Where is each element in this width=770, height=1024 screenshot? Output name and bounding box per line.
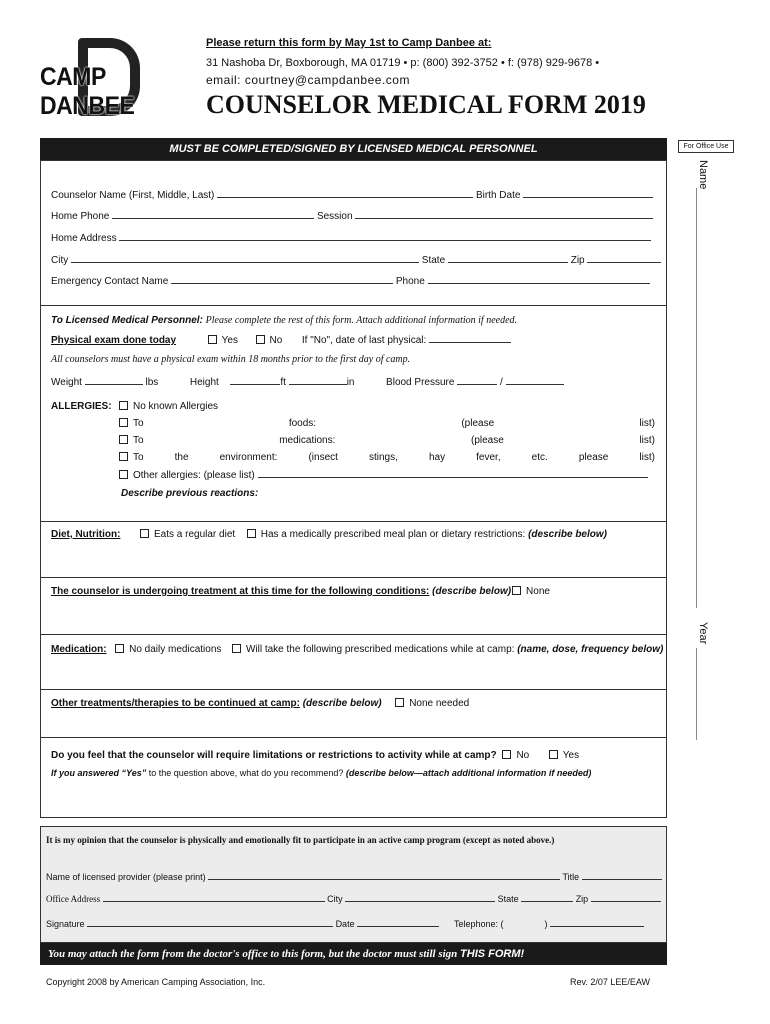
allergy-env-checkbox[interactable] <box>119 452 128 461</box>
allergies-label: ALLERGIES: <box>51 401 112 412</box>
divider <box>40 689 667 690</box>
emergency-phone-field[interactable] <box>428 275 650 284</box>
diet-plan-checkbox[interactable] <box>247 529 256 538</box>
home-phone-row: Home Phone Session <box>51 210 653 222</box>
treatment-none-checkbox[interactable] <box>512 586 521 595</box>
divider <box>40 737 667 738</box>
city-row: City State Zip <box>51 254 661 266</box>
telephone-number-field[interactable] <box>550 918 644 927</box>
session-field[interactable] <box>355 210 653 219</box>
office-year-line[interactable] <box>696 648 697 740</box>
diet-row: Diet, Nutrition: Eats a regular diet Has a medically prescribed meal plan or dietary restrictions: (describe below) <box>51 529 607 540</box>
logo-text: CAMP DANBEE <box>40 63 135 120</box>
bp-systolic-field[interactable] <box>457 376 497 385</box>
office-name-label: Name <box>697 160 709 190</box>
allergy-meds-checkbox[interactable] <box>119 435 128 444</box>
divider <box>40 634 667 635</box>
medication-row: Medication: No daily medications Will take the following prescribed medications while at camp: (name, dose, frequency below) <box>51 644 664 655</box>
provider-name-row: Name of licensed provider (please print) Title <box>46 871 662 882</box>
medication-will-take-checkbox[interactable] <box>232 644 241 653</box>
birth-date-field[interactable] <box>523 189 653 198</box>
limitations-yes-checkbox[interactable] <box>549 750 558 759</box>
describe-reactions-label: Describe previous reactions: <box>121 488 259 499</box>
divider <box>40 305 667 306</box>
form-title: COUNSELOR MEDICAL FORM 2019 <box>206 90 646 119</box>
camp-address: 31 Nashoba Dr, Boxborough, MA 01719 • p: (800) 392-3752 • f: (978) 929-9678 • <box>206 57 600 69</box>
home-phone-field[interactable] <box>112 210 314 219</box>
allergy-env-row: To the environment: (insect stings, hay fever, etc. please list) <box>119 452 655 463</box>
attach-note-bar: You may attach the form from the doctor's office to this form, but the doctor must still sign THIS FORM! <box>40 943 667 965</box>
physical-requirement-note: All counselors must have a physical exam within 18 months prior to the first day of camp. <box>51 354 411 365</box>
state-field[interactable] <box>448 254 568 263</box>
signature-field[interactable] <box>87 918 333 927</box>
emergency-contact-row: Emergency Contact Name Phone <box>51 275 650 287</box>
medical-intro: To Licensed Medical Personnel: Please complete the rest of this form. Attach additional information if needed. <box>51 315 518 326</box>
allergy-other-row: Other allergies: (please list) <box>119 469 648 481</box>
emergency-contact-field[interactable] <box>171 275 393 284</box>
home-address-row: Home Address <box>51 232 651 244</box>
office-use-label: For Office Use <box>678 140 734 153</box>
fitness-opinion: It is my opinion that the counselor is physically and emotionally fit to participate in an active camp program (except as noted above.) <box>46 835 555 845</box>
divider <box>40 521 667 522</box>
physical-yes-checkbox[interactable] <box>208 335 217 344</box>
signature-row: Signature Date Telephone: ( ) <box>46 918 644 929</box>
allergy-meds-row: To medications: (please list) <box>119 435 655 446</box>
home-address-field[interactable] <box>119 232 651 241</box>
physical-exam-row: Physical exam done today Yes No If "No", date of last physical: <box>51 334 511 346</box>
camp-danbee-logo <box>40 38 175 118</box>
office-address-row: Office Address City State Zip <box>46 893 661 904</box>
allergy-foods-row: To foods: (please list) <box>119 418 655 429</box>
allergy-foods-checkbox[interactable] <box>119 418 128 427</box>
allergy-other-checkbox[interactable] <box>119 470 128 479</box>
requirement-banner: MUST BE COMPLETED/SIGNED BY LICENSED MEDICAL PERSONNEL <box>40 138 667 160</box>
office-zip-field[interactable] <box>591 893 661 902</box>
office-city-field[interactable] <box>345 893 495 902</box>
zip-field[interactable] <box>587 254 661 263</box>
office-year-label: Year <box>697 622 709 645</box>
office-address-field[interactable] <box>103 893 325 902</box>
allergy-none-checkbox[interactable] <box>119 401 128 410</box>
weight-field[interactable] <box>85 376 143 385</box>
divider <box>40 577 667 578</box>
provider-name-field[interactable] <box>208 871 560 880</box>
limitations-row: Do you feel that the counselor will require limitations or restrictions to activity while at camp? No Yes <box>51 750 580 761</box>
limitations-no-checkbox[interactable] <box>502 750 511 759</box>
signature-date-field[interactable] <box>357 918 439 927</box>
bp-diastolic-field[interactable] <box>506 376 564 385</box>
return-instructions: Please return this form by May 1st to Camp Danbee at: <box>206 37 492 49</box>
vitals-row: Weight lbs Height ft in Blood Pressure / <box>51 376 564 388</box>
diet-regular-checkbox[interactable] <box>140 529 149 538</box>
allergy-other-field[interactable] <box>258 469 648 478</box>
telephone-area-field[interactable] <box>506 918 542 927</box>
other-treatments-row: Other treatments/therapies to be continued at camp: (describe below) None needed <box>51 698 470 709</box>
physical-no-checkbox[interactable] <box>256 335 265 344</box>
city-field[interactable] <box>71 254 419 263</box>
last-physical-date-field[interactable] <box>429 334 511 343</box>
counselor-name-row: Counselor Name (First, Middle, Last) Birth Date <box>51 189 653 201</box>
medication-none-checkbox[interactable] <box>115 644 124 653</box>
provider-title-field[interactable] <box>582 871 662 880</box>
allergy-none-row: No known Allergies <box>119 401 218 412</box>
height-ft-field[interactable] <box>230 376 280 385</box>
other-treatments-none-checkbox[interactable] <box>395 698 404 707</box>
limitations-followup: If you answered “Yes” to the question above, what do you recommend? (describe below—attach additional information if needed) <box>51 768 592 778</box>
treatment-row: The counselor is undergoing treatment at this time for the following conditions: (describe below) None <box>51 586 550 597</box>
camp-email: email: courtney@campdanbee.com <box>206 73 410 87</box>
revision: Rev. 2/07 LEE/EAW <box>570 977 651 987</box>
copyright: Copyright 2008 by American Camping Association, Inc. <box>46 977 266 987</box>
office-state-field[interactable] <box>521 893 573 902</box>
office-name-line[interactable] <box>696 188 697 608</box>
counselor-name-field[interactable] <box>217 189 473 198</box>
height-in-field[interactable] <box>289 376 347 385</box>
